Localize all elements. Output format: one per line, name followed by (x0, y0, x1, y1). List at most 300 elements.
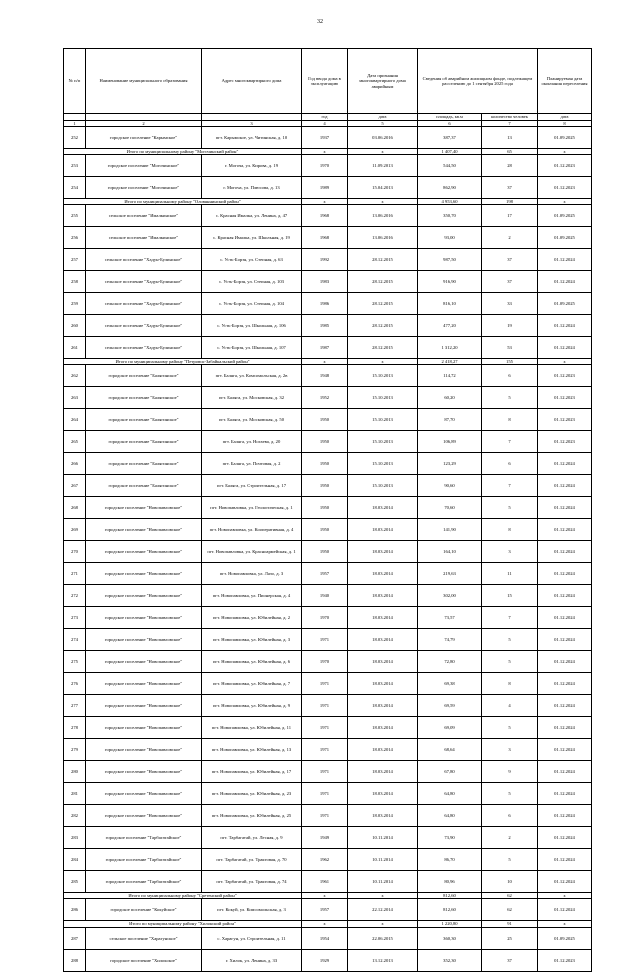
living-area: 477,20 (418, 315, 482, 337)
table-row (64, 695, 592, 717)
municipality-name: сельское поселение "Хадун-Булинское" (86, 249, 202, 271)
emergency-date: 15.10.2013 (348, 431, 418, 453)
total-date: x (348, 149, 418, 155)
table-row (64, 761, 592, 783)
row-number: 284 (64, 849, 86, 871)
total-date: x (348, 199, 418, 205)
living-area: 1 312,20 (418, 337, 482, 359)
building-address: пгт. Тарбагатай, ул. Трактовая, д. 74 (202, 871, 302, 893)
row-number: 260 (64, 315, 86, 337)
planned-date: 01.12.2024 (538, 453, 592, 475)
planned-date: 01.12.2024 (538, 717, 592, 739)
municipality-name: городское поселение "Карымское" (86, 127, 202, 149)
commission-year: 1970 (302, 607, 348, 629)
commission-year: 1971 (302, 739, 348, 761)
commission-year: 1950 (302, 409, 348, 431)
resident-count: 33 (482, 293, 538, 315)
municipality-name: городское поселение "Новопавловское" (86, 695, 202, 717)
building-address: пгт. Новопавловка, ул. Юбилейная, д. 17 (202, 761, 302, 783)
row-number: 270 (64, 541, 86, 563)
living-area: 73,90 (418, 827, 482, 849)
emergency-date: 18.03.2014 (348, 585, 418, 607)
total-year: x (302, 893, 348, 899)
subheader-blank (86, 114, 202, 121)
building-address: пгт. Новопавловка, ул. Красноармейская, д. 1 (202, 541, 302, 563)
municipality-name: городское поселение "Новопавловское" (86, 739, 202, 761)
emergency-date: 10.11.2014 (348, 871, 418, 893)
resident-count: 5 (482, 629, 538, 651)
resident-count: 6 (482, 365, 538, 387)
commission-year: 1970 (302, 651, 348, 673)
commission-year: 1971 (302, 629, 348, 651)
emergency-date: 15.10.2013 (348, 475, 418, 497)
emergency-date: 18.03.2014 (348, 541, 418, 563)
living-area: 862,90 (418, 177, 482, 199)
table-row (64, 205, 592, 227)
building-address: с. Усть-Борзя, ул. Степная, д. 104 (202, 293, 302, 315)
table-row (64, 249, 592, 271)
table-row (64, 177, 592, 199)
commission-year: 1950 (302, 497, 348, 519)
municipality-name: городское поселение "Могочинское" (86, 155, 202, 177)
table-row (64, 227, 592, 249)
building-address: пгт. Новопавловка, ул. Лазо, д. 3 (202, 563, 302, 585)
municipality-name: сельское поселение "Ималкинское" (86, 227, 202, 249)
header-housing-info: Сведения об аварийном жилищном фонде, подлежащем расселению до 1 сентября 2025 года (418, 49, 538, 114)
living-area: 114,72 (418, 365, 482, 387)
commission-year: 1950 (302, 541, 348, 563)
building-address: г. Могоча, ул. Плюсова, д. 13 (202, 177, 302, 199)
row-number: 252 (64, 127, 86, 149)
table-row (64, 927, 592, 949)
resident-count: 3 (482, 739, 538, 761)
commission-year: 1970 (302, 155, 348, 177)
building-address: пгт. Новопавловка, ул. Юбилейная, д. 11 (202, 717, 302, 739)
column-number: 3 (202, 121, 302, 127)
living-area: 544,50 (418, 155, 482, 177)
living-area: 74,79 (418, 629, 482, 651)
planned-date: 01.12.2024 (538, 249, 592, 271)
total-area: 812,60 (418, 893, 482, 899)
building-address: пгт. Новопавловка, ул. Юбилейная, д. 6 (202, 651, 302, 673)
resident-count: 3 (482, 541, 538, 563)
municipality-name: городское поселение "Новопавловское" (86, 497, 202, 519)
total-plan-date: x (538, 149, 592, 155)
planned-date: 01.09.2025 (538, 927, 592, 949)
planned-date: 01.12.2023 (538, 177, 592, 199)
emergency-date: 18.03.2014 (348, 629, 418, 651)
living-area: 86,70 (418, 849, 482, 871)
row-number: 265 (64, 431, 86, 453)
emergency-date: 28.12.2015 (348, 315, 418, 337)
commission-year: 1985 (302, 315, 348, 337)
planned-date: 01.12.2024 (538, 739, 592, 761)
emergency-date: 22.06.2015 (348, 927, 418, 949)
living-area: 73,57 (418, 607, 482, 629)
total-people: 62 (482, 893, 538, 899)
resident-count: 8 (482, 673, 538, 695)
row-number: 256 (64, 227, 86, 249)
building-address: пгт. Новопавловка, ул. Юбилейная, д. 13 (202, 739, 302, 761)
total-year: x (302, 149, 348, 155)
planned-date: 01.09.2025 (538, 293, 592, 315)
municipality-name: городское поселение "Новопавловское" (86, 541, 202, 563)
building-address: пгт. Тарбагатай, ул. Лесная, д. 9 (202, 827, 302, 849)
planned-date: 01.12.2024 (538, 271, 592, 293)
living-area: 70,60 (418, 497, 482, 519)
emergency-date: 18.03.2014 (348, 695, 418, 717)
municipality-name: сельское поселение "Хадун-Булинское" (86, 315, 202, 337)
building-address: с. Усть-Борзя, ул. Степная, д. 103 (202, 271, 302, 293)
table-row (64, 127, 592, 149)
living-area: 219,63 (418, 563, 482, 585)
resident-count: 7 (482, 475, 538, 497)
municipality-name: сельское поселение "Хадун-Булинское" (86, 337, 202, 359)
building-address: г. Могоча, ул. Кирова, д. 19 (202, 155, 302, 177)
total-area: 4 953,60 (418, 199, 482, 205)
resident-count: 7 (482, 607, 538, 629)
municipality-name: городское поселение "Кокуйское" (86, 899, 202, 921)
emergency-date: 15.10.2013 (348, 365, 418, 387)
resident-count: 5 (482, 783, 538, 805)
building-address: пгт. Кокуй, ул. Комсомольская, д. 3 (202, 899, 302, 921)
table-row (64, 717, 592, 739)
living-area: 87,70 (418, 409, 482, 431)
living-area: 72,80 (418, 651, 482, 673)
row-number: 279 (64, 739, 86, 761)
building-address: пгт. Новопавловка, ул. Юбилейная, д. 9 (202, 695, 302, 717)
building-address: пгт. Баляга, ул. Московская, д. 50 (202, 409, 302, 431)
resident-count: 5 (482, 717, 538, 739)
emergency-date: 15.10.2013 (348, 409, 418, 431)
total-plan-date: x (538, 893, 592, 899)
planned-date: 01.09.2025 (538, 127, 592, 149)
municipality-name: городское поселение "Новопавловское" (86, 783, 202, 805)
column-number: 1 (64, 121, 86, 127)
municipality-name: сельское поселение "Харагунское" (86, 927, 202, 949)
commission-year: 1992 (302, 249, 348, 271)
total-label: Итого по муниципальному району "Хилокский район" (64, 921, 302, 927)
emergency-date: 18.03.2014 (348, 607, 418, 629)
living-area: 812,60 (418, 899, 482, 921)
commission-year: 1950 (302, 431, 348, 453)
building-address: пгт. Баляга, ул. Московская, д. 32 (202, 387, 302, 409)
commission-year: 1950 (302, 475, 348, 497)
row-number: 285 (64, 871, 86, 893)
table-row (64, 827, 592, 849)
row-number: 261 (64, 337, 86, 359)
building-address: пгт. Новопавловка, ул. Юбилейная, д. 25 (202, 805, 302, 827)
resident-count: 8 (482, 519, 538, 541)
emergency-date: 18.03.2014 (348, 717, 418, 739)
living-area: 69,59 (418, 695, 482, 717)
emergency-date: 11.09.2013 (348, 155, 418, 177)
planned-date: 01.12.2024 (538, 899, 592, 921)
table-row (64, 293, 592, 315)
column-number: 5 (348, 121, 418, 127)
planned-date: 01.12.2023 (538, 387, 592, 409)
building-address: пгт. Новопавловка, ул. Пионерская, д. 4 (202, 585, 302, 607)
total-plan-date: x (538, 921, 592, 927)
planned-date: 01.12.2024 (538, 673, 592, 695)
planned-date: 01.12.2024 (538, 519, 592, 541)
commission-year: 1971 (302, 673, 348, 695)
resident-count: 5 (482, 497, 538, 519)
total-area: 1 220,80 (418, 921, 482, 927)
commission-year: 1929 (302, 949, 348, 971)
emergency-date: 13.06.2016 (348, 227, 418, 249)
table-row (64, 453, 592, 475)
column-number: 6 (418, 121, 482, 127)
living-area: 164,10 (418, 541, 482, 563)
emergency-date: 18.03.2014 (348, 563, 418, 585)
building-address: с. Красная Ималка, ул. Школьная, д. 19 (202, 227, 302, 249)
municipality-name: городское поселение "Хилокское" (86, 949, 202, 971)
planned-date: 01.12.2024 (538, 563, 592, 585)
planned-date: 01.12.2024 (538, 849, 592, 871)
living-area: 360,30 (418, 927, 482, 949)
total-area: 2 418,27 (418, 359, 482, 365)
commission-year: 1950 (302, 519, 348, 541)
building-address: пгт. Новопавловка, ул. Геологическая, д. 1 (202, 497, 302, 519)
planned-date: 01.12.2024 (538, 497, 592, 519)
living-area: 123,29 (418, 453, 482, 475)
commission-year: 1968 (302, 205, 348, 227)
row-number: 288 (64, 949, 86, 971)
column-number: 2 (86, 121, 202, 127)
total-people: 91 (482, 921, 538, 927)
subheader-date: дата (348, 114, 418, 121)
emergency-date: 28.12.2015 (348, 271, 418, 293)
municipality-name: городское поселение "Балягинское" (86, 453, 202, 475)
building-address: пгт. Новопавловка, ул. Юбилейная, д. 23 (202, 783, 302, 805)
commission-year: 1971 (302, 783, 348, 805)
living-area: 387,37 (418, 127, 482, 149)
building-address: пгт. Баляга, ул. Ногаева, д. 20 (202, 431, 302, 453)
municipality-name: городское поселение "Новопавловское" (86, 629, 202, 651)
subheader-blank (202, 114, 302, 121)
commission-year: 1949 (302, 827, 348, 849)
resident-count: 7 (482, 431, 538, 453)
municipality-name: городское поселение "Новопавловское" (86, 673, 202, 695)
table-row (64, 739, 592, 761)
row-number: 266 (64, 453, 86, 475)
commission-year: 1971 (302, 805, 348, 827)
building-address: с. Усть-Борзя, ул. Школьная, д. 107 (202, 337, 302, 359)
header-number: № п/п (64, 49, 86, 114)
commission-year: 1989 (302, 177, 348, 199)
commission-year: 1971 (302, 761, 348, 783)
row-number: 255 (64, 205, 86, 227)
emergency-date: 18.03.2014 (348, 739, 418, 761)
header-municipality: Наименование муниципального образования (86, 49, 202, 114)
resident-count: 8 (482, 409, 538, 431)
emergency-date: 10.11.2014 (348, 849, 418, 871)
municipality-name: городское поселение "Новопавловское" (86, 805, 202, 827)
municipality-name: сельское поселение "Ималкинское" (86, 205, 202, 227)
commission-year: 1968 (302, 227, 348, 249)
resident-count: 9 (482, 761, 538, 783)
column-number: 4 (302, 121, 348, 127)
resident-count: 6 (482, 805, 538, 827)
building-address: с. Усть-Борзя, ул. Школьная, д. 106 (202, 315, 302, 337)
emergency-date: 10.11.2014 (348, 827, 418, 849)
row-number: 268 (64, 497, 86, 519)
row-number: 262 (64, 365, 86, 387)
header-year: Год ввода дома в эксплуатацию (302, 49, 348, 114)
resident-count: 19 (482, 315, 538, 337)
resident-count: 17 (482, 205, 538, 227)
subheader-year: год (302, 114, 348, 121)
planned-date: 01.12.2024 (538, 783, 592, 805)
row-number: 281 (64, 783, 86, 805)
commission-year: 1961 (302, 871, 348, 893)
planned-date: 01.12.2023 (538, 949, 592, 971)
resident-count: 15 (482, 585, 538, 607)
table-row (64, 805, 592, 827)
planned-date: 01.12.2024 (538, 827, 592, 849)
resident-count: 37 (482, 177, 538, 199)
commission-year: 1986 (302, 293, 348, 315)
emergency-date: 18.03.2014 (348, 651, 418, 673)
municipality-name: городское поселение "Тарбагатайское" (86, 849, 202, 871)
commission-year: 1954 (302, 927, 348, 949)
total-people: 198 (482, 199, 538, 205)
building-address: пгт. Новопавловка, ул. Юбилейная, д. 2 (202, 607, 302, 629)
commission-year: 1971 (302, 695, 348, 717)
planned-date: 01.12.2024 (538, 629, 592, 651)
emergency-date: 15.10.2013 (348, 387, 418, 409)
municipality-name: сельское поселение "Хадун-Булинское" (86, 293, 202, 315)
building-address: с. Красная Ималка, ул. Ленина, д. 47 (202, 205, 302, 227)
total-people: 65 (482, 149, 538, 155)
row-number: 283 (64, 827, 86, 849)
emergency-date: 28.12.2015 (348, 337, 418, 359)
commission-year: 1987 (302, 337, 348, 359)
total-area: 1 407,40 (418, 149, 482, 155)
emergency-date: 18.03.2014 (348, 805, 418, 827)
page-number: 32 (317, 19, 323, 25)
total-date: x (348, 921, 418, 927)
row-number: 273 (64, 607, 86, 629)
row-number: 276 (64, 673, 86, 695)
table-row (64, 337, 592, 359)
total-year: x (302, 921, 348, 927)
emergency-date: 18.03.2014 (348, 783, 418, 805)
subheader-area: площадь, кв.м (418, 114, 482, 121)
living-area: 302,00 (418, 585, 482, 607)
row-number: 254 (64, 177, 86, 199)
row-number: 280 (64, 761, 86, 783)
living-area: 68,64 (418, 739, 482, 761)
subheader-plan-date: дата (538, 114, 592, 121)
table-row (64, 949, 592, 971)
planned-date: 01.12.2024 (538, 585, 592, 607)
living-area: 106,89 (418, 431, 482, 453)
living-area: 916,90 (418, 271, 482, 293)
emergency-date: 22.12.2014 (348, 899, 418, 921)
living-area: 816,10 (418, 293, 482, 315)
table-row (64, 497, 592, 519)
row-number: 257 (64, 249, 86, 271)
resident-count: 37 (482, 249, 538, 271)
commission-year: 1983 (302, 271, 348, 293)
commission-year: 1957 (302, 563, 348, 585)
table-row (64, 541, 592, 563)
resident-count: 2 (482, 227, 538, 249)
header-address: Адрес многоквартирного дома (202, 49, 302, 114)
planned-date: 01.09.2025 (538, 227, 592, 249)
municipality-name: городское поселение "Новопавловское" (86, 717, 202, 739)
building-address: пгт. Баляга, ул. Почтовая, д. 2 (202, 453, 302, 475)
building-address: г. Хилок, ул. Ленина, д. 33 (202, 949, 302, 971)
total-plan-date: x (538, 199, 592, 205)
municipality-name: городское поселение "Новопавловское" (86, 563, 202, 585)
resident-count: 53 (482, 337, 538, 359)
planned-date: 01.12.2024 (538, 805, 592, 827)
table-row (64, 849, 592, 871)
emergency-date: 15.10.2013 (348, 453, 418, 475)
table-row (64, 899, 592, 921)
living-area: 64,80 (418, 805, 482, 827)
table-row (64, 563, 592, 585)
municipality-name: городское поселение "Балягинское" (86, 475, 202, 497)
living-area: 67,80 (418, 761, 482, 783)
resident-count: 6 (482, 453, 538, 475)
municipality-name: городское поселение "Могочинское" (86, 177, 202, 199)
resident-count: 37 (482, 949, 538, 971)
total-label: Итого по муниципальному району "Петровск-Забайкальский район" (64, 359, 302, 365)
table-row (64, 387, 592, 409)
total-label: Итого по муниципальному району "Оловяннинский район" (64, 199, 302, 205)
municipality-name: городское поселение "Балягинское" (86, 365, 202, 387)
table-body (64, 127, 592, 971)
row-number: 274 (64, 629, 86, 651)
emergency-date: 13.12.2013 (348, 949, 418, 971)
building-address: пгт. Карымское, ул. Читинская, д. 10 (202, 127, 302, 149)
column-number: 8 (538, 121, 592, 127)
table-row (64, 585, 592, 607)
planned-date: 01.12.2023 (538, 431, 592, 453)
emergency-date: 18.03.2014 (348, 673, 418, 695)
planned-date: 01.12.2024 (538, 541, 592, 563)
header-emergency-date: Дата признания многоквартирного дома аварийным (348, 49, 418, 114)
row-number: 259 (64, 293, 86, 315)
planned-date: 01.12.2024 (538, 337, 592, 359)
emergency-date: 18.03.2014 (348, 761, 418, 783)
row-number: 278 (64, 717, 86, 739)
commission-year: 1940 (302, 585, 348, 607)
table-row (64, 365, 592, 387)
row-number: 277 (64, 695, 86, 717)
table-row (64, 475, 592, 497)
total-year: x (302, 359, 348, 365)
living-area: 69,09 (418, 717, 482, 739)
table-row (64, 155, 592, 177)
total-date: x (348, 893, 418, 899)
planned-date: 01.12.2024 (538, 695, 592, 717)
commission-year: 1937 (302, 127, 348, 149)
resident-count: 10 (482, 871, 538, 893)
table-row (64, 783, 592, 805)
resident-count: 28 (482, 155, 538, 177)
resident-count: 5 (482, 651, 538, 673)
municipality-name: городское поселение "Балягинское" (86, 431, 202, 453)
municipality-name: сельское поселение "Хадун-Булинское" (86, 271, 202, 293)
living-area: 60,20 (418, 387, 482, 409)
commission-year: 1948 (302, 365, 348, 387)
building-address: пгт. Тарбагатай, ул. Трактовая, д. 70 (202, 849, 302, 871)
